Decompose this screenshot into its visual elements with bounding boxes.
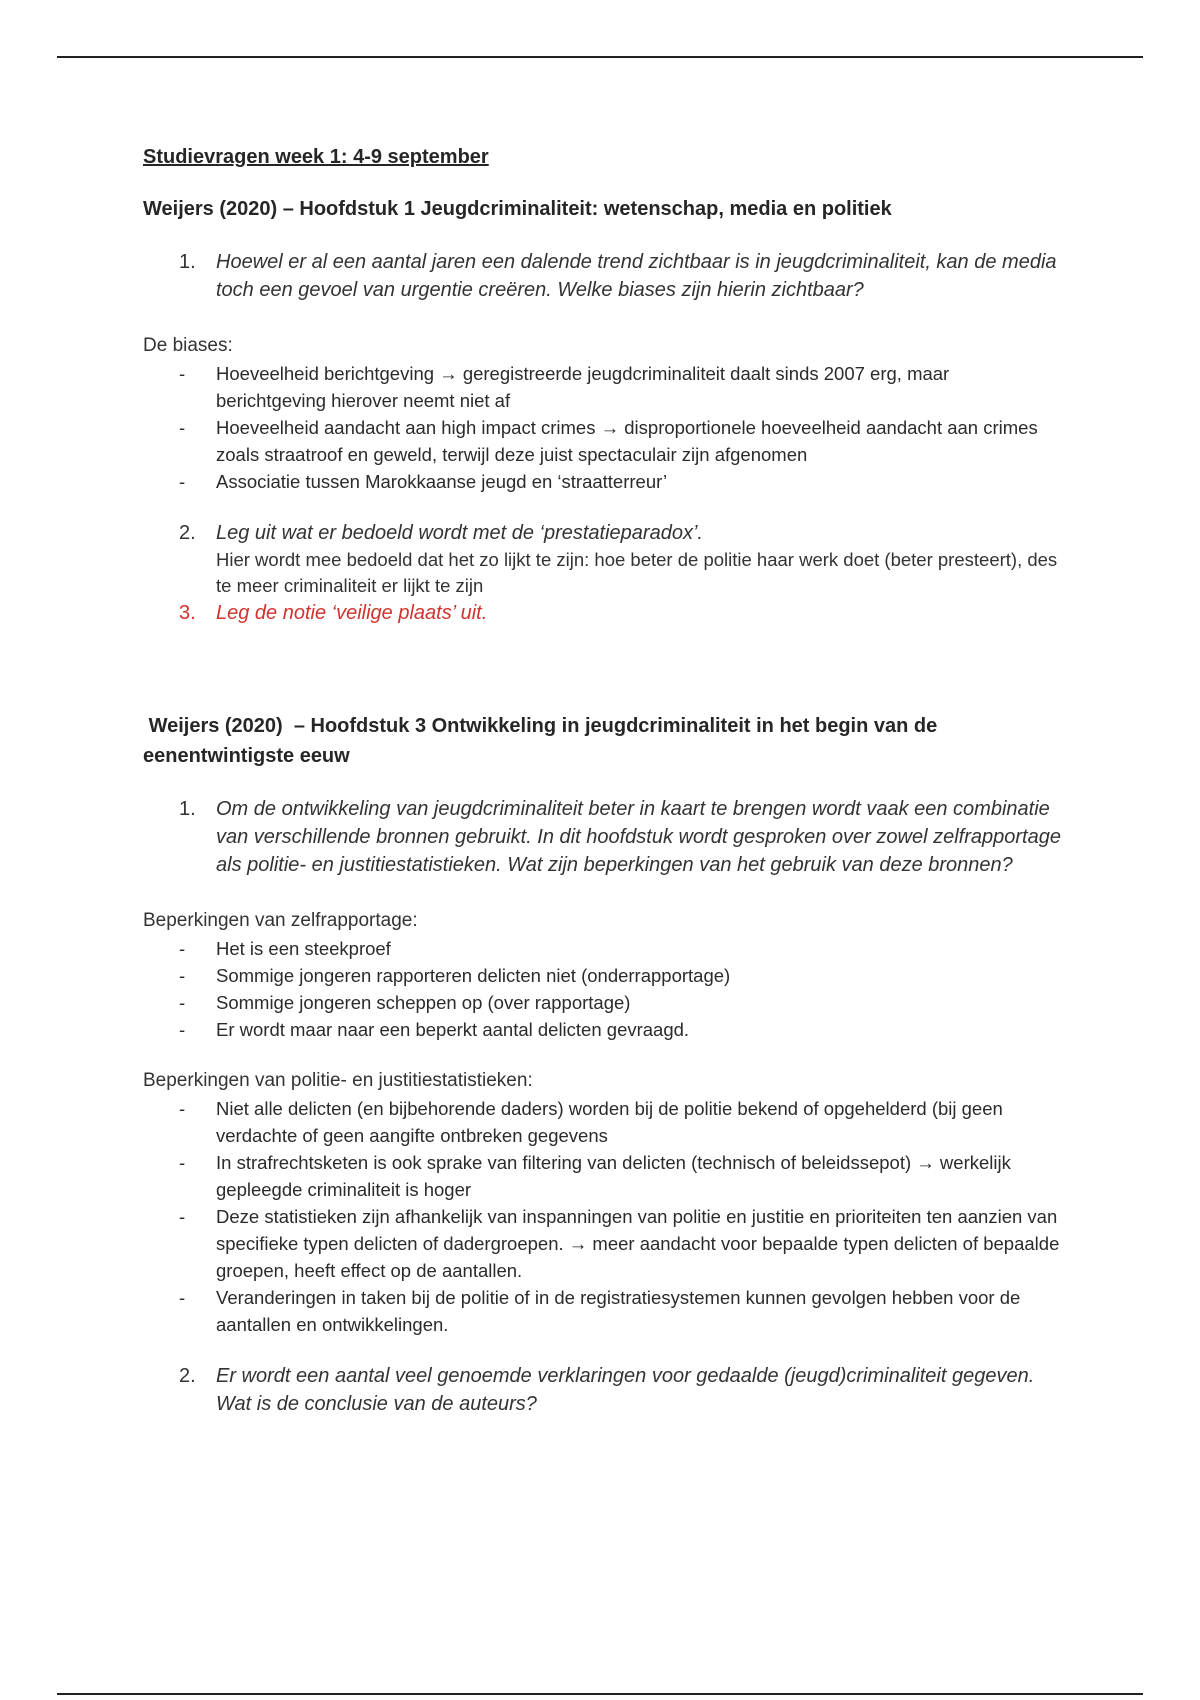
question-item [143,519,1063,547]
bottom-rule [57,1693,1143,1695]
list-item [143,962,1063,989]
bullet-marker: - [179,992,186,1013]
top-rule [57,56,1143,58]
list-item [143,935,1063,962]
answer-text: Hier wordt mee bedoeld dat het zo lijkt te zijn: hoe beter de politie haar werk doet (beter presteert), des te meer criminaliteit er lijkt te zijn [216,549,1058,596]
question-number: 3. [179,602,196,624]
self-report-limitations-list [143,935,1063,1043]
list-item-text: Het is een steekproef [216,938,391,959]
document-body [143,142,1063,1418]
list-item [143,1284,1063,1338]
bullet-marker: - [179,1287,186,1308]
answer-label: Beperkingen van politie- en justitiestatistieken: [143,1070,533,1091]
list-item-text: Hoeveelheid aandacht aan high impact crimes → disproportionele hoeveelheid aandacht aan crimes zoals straatroof en geweld, terwijl deze juist spectaculair zijn afgenomen [216,417,1038,465]
bullet-marker: - [179,1152,186,1173]
bullet-marker: - [179,471,186,492]
list-item [143,468,1063,495]
question-item [143,248,1063,304]
question-number: 1. [179,251,196,273]
question-item [143,795,1063,879]
document-title: Studievragen week 1: 4-9 september [143,146,489,168]
bullet-marker: - [179,938,186,959]
section-chapter-3 [143,711,1063,1418]
list-item-text: Veranderingen in taken bij de politie of in de registratiesystemen kunnen gevolgen hebben voor de aantallen en ontwikkelingen. [216,1287,1021,1335]
list-item [143,360,1063,414]
bullet-marker: - [179,1206,186,1227]
list-item-text: Niet alle delicten (en bijbehorende daders) worden bij de politie bekend of opgehelderd (bij geen verdachte of geen aangifte ontbreken gegevens [216,1098,1003,1146]
list-item-text: Deze statistieken zijn afhankelijk van inspanningen van politie en justitie en prioriteiten ten aanzien van specifieke typen delicten of dadergroepen. → meer aandacht voor bepaalde typen delicten of bepaalde groepen, heeft effect op de aantallen. [216,1206,1060,1281]
bullet-marker: - [179,1019,186,1040]
bullet-marker: - [179,363,186,384]
section-chapter-1 [143,194,1063,627]
list-item-text: Sommige jongeren scheppen op (over rapportage) [216,992,631,1013]
question-item [143,1362,1063,1418]
police-statistics-limitations-list [143,1095,1063,1338]
bullet-marker: - [179,417,186,438]
bullet-marker: - [179,1098,186,1119]
list-item [143,1149,1063,1203]
answer-label: De biases: [143,335,233,356]
list-item-text: Er wordt maar naar een beperkt aantal delicten gevraagd. [216,1019,690,1040]
question-text: Hoewel er al een aantal jaren een dalende trend zichtbaar is in jeugdcriminaliteit, kan de media toch een gevoel van urgentie creëren. Welke biases zijn hierin zichtbaar? [216,251,1057,301]
question-number: 2. [179,522,196,544]
question-number: 2. [179,1365,196,1387]
list-item [143,1016,1063,1043]
question-text: Om de ontwikkeling van jeugdcriminaliteit beter in kaart te brengen wordt vaak een combinatie van verschillende bronnen gebruikt. In dit hoofdstuk wordt gesproken over zowel zelfrapportage als politie- en justitiestatistieken. Wat zijn beperkingen van het gebruik van deze bronnen? [216,798,1061,876]
question-text: Er wordt een aantal veel genoemde verklaringen voor gedaalde (jeugd)criminaliteit gegeven. Wat is de conclusie van de auteurs? [216,1365,1035,1415]
answer-label: Beperkingen van zelfrapportage: [143,910,418,931]
list-item [143,414,1063,468]
list-item-text: In strafrechtsketen is ook sprake van filtering van delicten (technisch of beleidssepot) → werkelijk gepleegde criminaliteit is hoger [216,1152,1011,1200]
list-item [143,1203,1063,1284]
question-item-highlighted [143,599,1063,627]
list-item-text: Sommige jongeren rapporteren delicten niet (onderrapportage) [216,965,731,986]
list-item-text: Hoeveelheid berichtgeving → geregistreerde jeugdcriminaliteit daalt sinds 2007 erg, maar berichtgeving hierover neemt niet af [216,363,950,411]
list-item [143,1095,1063,1149]
section-heading: Weijers (2020) – Hoofdstuk 3 Ontwikkeling in jeugdcriminaliteit in het begin van de eenentwintigste eeuw [143,715,943,767]
bullet-marker: - [179,965,186,986]
question-text: Leg uit wat er bedoeld wordt met de ‘prestatieparadox’. [216,522,703,544]
list-item-text: Associatie tussen Marokkaanse jeugd en ‘straatterreur’ [216,471,668,492]
question-number: 1. [179,798,196,820]
section-heading: Weijers (2020) – Hoofdstuk 1 Jeugdcriminaliteit: wetenschap, media en politiek [143,198,892,220]
question-text: Leg de notie ‘veilige plaats’ uit. [216,602,488,624]
list-item [143,989,1063,1016]
bias-list [143,360,1063,495]
